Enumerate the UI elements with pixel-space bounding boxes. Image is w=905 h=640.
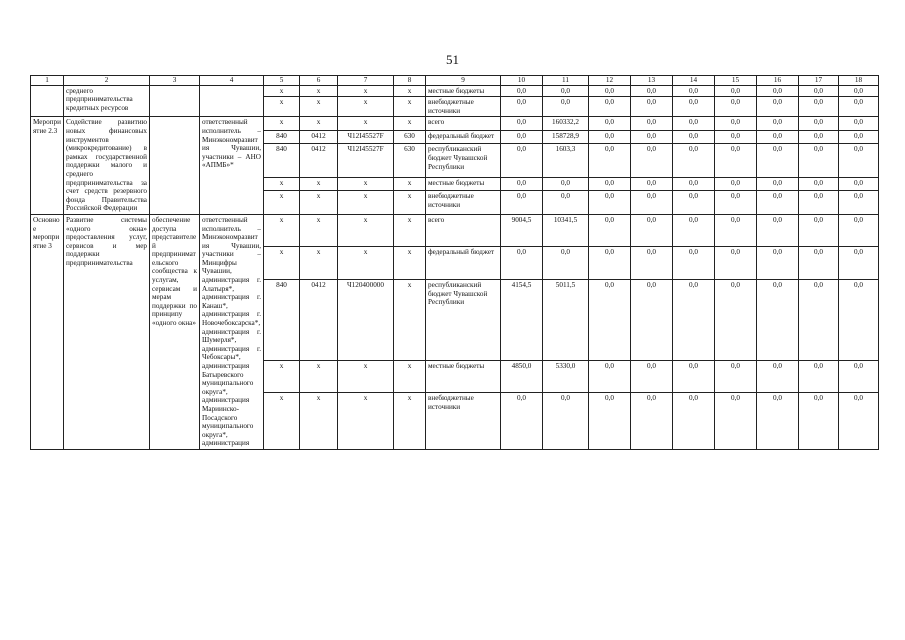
amount-cell: 0,0	[799, 130, 839, 144]
amount-cell: 0,0	[715, 177, 757, 191]
amount-cell: 0,0	[757, 214, 799, 247]
funding-source-cell: федеральный бюджет	[426, 247, 501, 280]
code-cell: x	[264, 191, 300, 215]
measure-number-cell	[31, 85, 64, 117]
code-cell: x	[300, 191, 338, 215]
amount-cell: 0,0	[673, 144, 715, 178]
amount-cell: 0,0	[501, 85, 543, 97]
amount-cell: 0,0	[631, 97, 673, 117]
amount-cell: 0,0	[501, 191, 543, 215]
amount-cell: 0,0	[757, 191, 799, 215]
executor-cell: ответственный исполнитель – Минэкономразвития Чувашии, участники – Минцифры Чувашии, администрация г. Алатыря*, администрация г. Канаш*, администрация г. Новочебоксарска*, администрация г. Шумерля*, администрация г. Чебоксары*, администрация Батыревского муниципального округа*, администрация Мариинско-Посадского муниципального округа*, администрация	[200, 214, 264, 449]
amount-cell: 0,0	[839, 117, 879, 131]
amount-cell: 0,0	[757, 85, 799, 97]
page-number: 51	[446, 52, 459, 67]
column-number-cell: 7	[338, 76, 394, 86]
amount-cell: 0,0	[631, 191, 673, 215]
column-number-cell: 18	[839, 76, 879, 86]
code-cell: x	[338, 191, 394, 215]
code-cell: x	[300, 360, 338, 393]
amount-cell: 0,0	[501, 144, 543, 178]
code-cell: x	[264, 177, 300, 191]
amount-cell: 0,0	[673, 85, 715, 97]
table-row	[31, 117, 879, 131]
amount-cell: 0,0	[673, 177, 715, 191]
amount-cell: 0,0	[501, 130, 543, 144]
funding-source-cell: внебюджетные источники	[426, 191, 501, 215]
amount-cell: 0,0	[631, 247, 673, 280]
measure-number-cell: Основное мероприятие 3	[31, 214, 64, 449]
column-number-cell: 5	[264, 76, 300, 86]
amount-cell: 0,0	[631, 144, 673, 178]
amount-cell: 0,0	[839, 279, 879, 360]
amount-cell: 0,0	[673, 130, 715, 144]
amount-cell: 0,0	[589, 191, 631, 215]
column-number-cell: 4	[200, 76, 264, 86]
amount-cell: 5011,5	[543, 279, 589, 360]
amount-cell: 0,0	[839, 360, 879, 393]
amount-cell: 0,0	[673, 393, 715, 450]
amount-cell: 0,0	[715, 130, 757, 144]
amount-cell: 0,0	[673, 117, 715, 131]
amount-cell: 0,0	[589, 360, 631, 393]
amount-cell: 158728,9	[543, 130, 589, 144]
funding-source-cell: внебюджетные источники	[426, 393, 501, 450]
code-cell: 630	[394, 130, 426, 144]
amount-cell: 0,0	[757, 360, 799, 393]
budget-table	[30, 75, 879, 450]
amount-cell: 0,0	[673, 97, 715, 117]
code-cell: x	[300, 214, 338, 247]
code-cell: x	[264, 360, 300, 393]
expected-result-cell	[150, 85, 200, 117]
column-number-row	[31, 76, 879, 86]
code-cell: x	[394, 191, 426, 215]
amount-cell: 0,0	[501, 247, 543, 280]
column-number-cell: 8	[394, 76, 426, 86]
amount-cell: 0,0	[799, 360, 839, 393]
code-cell: x	[338, 177, 394, 191]
amount-cell: 0,0	[839, 393, 879, 450]
amount-cell: 0,0	[589, 85, 631, 97]
code-cell: x	[338, 360, 394, 393]
amount-cell: 0,0	[543, 177, 589, 191]
code-cell: 840	[264, 130, 300, 144]
amount-cell: 9004,5	[501, 214, 543, 247]
column-number-cell: 3	[150, 76, 200, 86]
amount-cell: 0,0	[799, 214, 839, 247]
measure-title-cell: среднего предпринимательства кредитных ресурсов	[64, 85, 150, 117]
amount-cell: 4154,5	[501, 279, 543, 360]
amount-cell: 0,0	[715, 97, 757, 117]
funding-source-cell: местные бюджеты	[426, 360, 501, 393]
amount-cell: 0,0	[631, 177, 673, 191]
amount-cell: 0,0	[631, 360, 673, 393]
code-cell: x	[338, 117, 394, 131]
code-cell: x	[264, 214, 300, 247]
amount-cell: 0,0	[631, 279, 673, 360]
amount-cell: 0,0	[799, 279, 839, 360]
amount-cell: 0,0	[715, 360, 757, 393]
table-row	[31, 214, 879, 247]
column-number-cell: 10	[501, 76, 543, 86]
funding-source-cell: внебюджетные источники	[426, 97, 501, 117]
amount-cell: 0,0	[839, 97, 879, 117]
amount-cell: 0,0	[501, 117, 543, 131]
amount-cell: 10341,5	[543, 214, 589, 247]
code-cell: x	[338, 85, 394, 97]
code-cell: x	[300, 177, 338, 191]
amount-cell: 0,0	[839, 191, 879, 215]
amount-cell: 0,0	[757, 393, 799, 450]
amount-cell: 0,0	[799, 393, 839, 450]
code-cell: x	[300, 97, 338, 117]
code-cell: x	[264, 393, 300, 450]
amount-cell: 0,0	[757, 117, 799, 131]
amount-cell: 0,0	[839, 144, 879, 178]
amount-cell: 0,0	[757, 247, 799, 280]
column-number-cell: 11	[543, 76, 589, 86]
column-number-cell: 13	[631, 76, 673, 86]
code-cell: x	[338, 214, 394, 247]
expected-result-cell: обеспечение доступа представителей предпринимательского сообщества к услугам, сервисам и мерам поддержки по принципу «одного окна»	[150, 214, 200, 449]
amount-cell: 0,0	[589, 247, 631, 280]
funding-source-cell: местные бюджеты	[426, 177, 501, 191]
column-number-cell: 1	[31, 76, 64, 86]
amount-cell: 0,0	[757, 177, 799, 191]
amount-cell: 4850,0	[501, 360, 543, 393]
code-cell: x	[338, 393, 394, 450]
column-number-cell: 16	[757, 76, 799, 86]
amount-cell: 0,0	[799, 117, 839, 131]
code-cell: x	[338, 97, 394, 117]
amount-cell: 0,0	[631, 130, 673, 144]
amount-cell: 0,0	[799, 177, 839, 191]
column-number-cell: 14	[673, 76, 715, 86]
code-cell: Ч12I45527F	[338, 144, 394, 178]
amount-cell: 1603,3	[543, 144, 589, 178]
amount-cell: 0,0	[673, 191, 715, 215]
funding-source-cell: всего	[426, 117, 501, 131]
executor-cell: ответственный исполнитель – Минэкономразвития Чувашии, участники – АНО «АПМБ»*	[200, 117, 264, 215]
amount-cell: 0,0	[757, 279, 799, 360]
amount-cell: 0,0	[799, 247, 839, 280]
code-cell: 840	[264, 279, 300, 360]
column-number-cell: 9	[426, 76, 501, 86]
amount-cell: 0,0	[757, 144, 799, 178]
column-number-cell: 17	[799, 76, 839, 86]
amount-cell: 0,0	[631, 214, 673, 247]
code-cell: Ч120400000	[338, 279, 394, 360]
amount-cell: 0,0	[631, 117, 673, 131]
code-cell: x	[300, 85, 338, 97]
amount-cell: 0,0	[839, 85, 879, 97]
code-cell: x	[338, 247, 394, 280]
column-number-cell: 15	[715, 76, 757, 86]
amount-cell: 0,0	[589, 117, 631, 131]
amount-cell: 0,0	[543, 393, 589, 450]
code-cell: x	[300, 247, 338, 280]
column-number-cell: 6	[300, 76, 338, 86]
amount-cell: 0,0	[543, 85, 589, 97]
code-cell: x	[264, 85, 300, 97]
amount-cell: 0,0	[839, 177, 879, 191]
code-cell: 0412	[300, 279, 338, 360]
amount-cell: 0,0	[589, 97, 631, 117]
amount-cell: 0,0	[799, 97, 839, 117]
executor-cell	[200, 85, 264, 117]
table-row	[31, 85, 879, 97]
amount-cell: 0,0	[715, 214, 757, 247]
amount-cell: 0,0	[589, 393, 631, 450]
funding-source-cell: республиканский бюджет Чувашской Республики	[426, 144, 501, 178]
code-cell: Ч12I45527F	[338, 130, 394, 144]
column-number-cell: 2	[64, 76, 150, 86]
amount-cell: 0,0	[799, 85, 839, 97]
code-cell: x	[264, 117, 300, 131]
amount-cell: 0,0	[839, 130, 879, 144]
amount-cell: 0,0	[501, 97, 543, 117]
amount-cell: 0,0	[501, 177, 543, 191]
amount-cell: 0,0	[715, 247, 757, 280]
funding-source-cell: федеральный бюджет	[426, 130, 501, 144]
amount-cell: 0,0	[799, 144, 839, 178]
measure-title-cell: Содействие развитию новых финансовых инструментов (микрокредитование) в рамках государственной поддержки малого и среднего предпринимательства за счет средств резервного фонда Правительства Российской Федерации	[64, 117, 150, 215]
code-cell: x	[264, 97, 300, 117]
code-cell: x	[394, 247, 426, 280]
amount-cell: 0,0	[715, 191, 757, 215]
code-cell: x	[394, 279, 426, 360]
amount-cell: 0,0	[631, 393, 673, 450]
amount-cell: 0,0	[543, 247, 589, 280]
amount-cell: 0,0	[589, 144, 631, 178]
amount-cell: 0,0	[673, 360, 715, 393]
measure-number-cell: Мероприятие 2.3	[31, 117, 64, 215]
amount-cell: 0,0	[589, 130, 631, 144]
amount-cell: 0,0	[715, 279, 757, 360]
amount-cell: 0,0	[839, 214, 879, 247]
amount-cell: 0,0	[543, 97, 589, 117]
code-cell: 840	[264, 144, 300, 178]
funding-source-cell: республиканский бюджет Чувашской Республики	[426, 279, 501, 360]
funding-source-cell: местные бюджеты	[426, 85, 501, 97]
code-cell: x	[394, 393, 426, 450]
amount-cell: 0,0	[757, 130, 799, 144]
amount-cell: 0,0	[715, 117, 757, 131]
amount-cell: 0,0	[589, 279, 631, 360]
amount-cell: 0,0	[799, 191, 839, 215]
amount-cell: 0,0	[589, 214, 631, 247]
amount-cell: 0,0	[673, 214, 715, 247]
measure-title-cell: Развитие системы «одного окна» предоставления услуг, сервисов и мер поддержки предпринимательства	[64, 214, 150, 449]
code-cell: x	[394, 214, 426, 247]
amount-cell: 0,0	[501, 393, 543, 450]
amount-cell: 0,0	[715, 144, 757, 178]
code-cell: x	[300, 117, 338, 131]
code-cell: x	[394, 360, 426, 393]
amount-cell: 0,0	[715, 393, 757, 450]
amount-cell: 0,0	[673, 247, 715, 280]
amount-cell: 160332,2	[543, 117, 589, 131]
code-cell: 0412	[300, 144, 338, 178]
amount-cell: 0,0	[839, 247, 879, 280]
code-cell: x	[394, 177, 426, 191]
amount-cell: 5330,0	[543, 360, 589, 393]
expected-result-cell	[150, 117, 200, 215]
amount-cell: 0,0	[543, 191, 589, 215]
amount-cell: 0,0	[673, 279, 715, 360]
code-cell: x	[394, 117, 426, 131]
code-cell: x	[264, 247, 300, 280]
funding-source-cell: всего	[426, 214, 501, 247]
amount-cell: 0,0	[631, 85, 673, 97]
amount-cell: 0,0	[715, 85, 757, 97]
code-cell: x	[300, 393, 338, 450]
code-cell: 0412	[300, 130, 338, 144]
code-cell: x	[394, 85, 426, 97]
amount-cell: 0,0	[757, 97, 799, 117]
column-number-cell: 12	[589, 76, 631, 86]
amount-cell: 0,0	[589, 177, 631, 191]
code-cell: x	[394, 97, 426, 117]
code-cell: 630	[394, 144, 426, 178]
